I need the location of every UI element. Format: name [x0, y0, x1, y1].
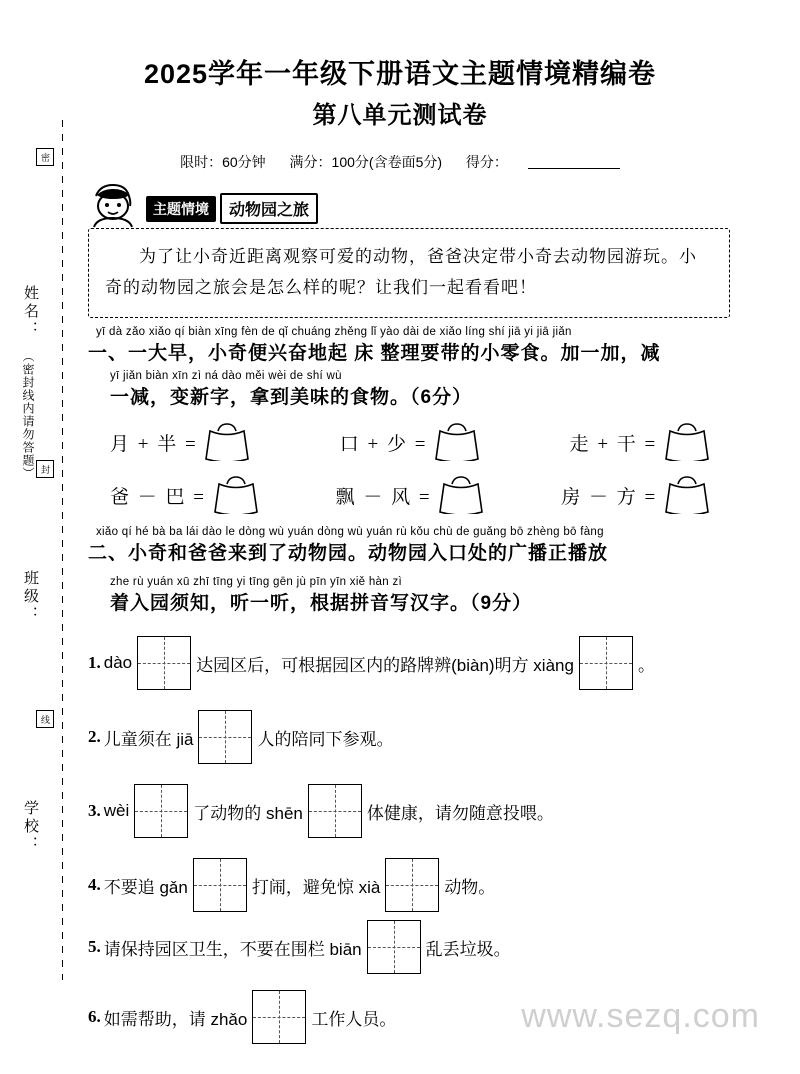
equation-item[interactable]: 爸 － 巴 = [110, 478, 259, 512]
score-label: 得分： [465, 154, 508, 170]
page-title: 2025学年一年级下册语文主题情境精编卷 [143, 59, 657, 89]
item-number: 6. [88, 1007, 101, 1026]
q1-pinyin-line1: yī dà zǎo xiǎo qí biàn xīng fèn de qǐ chuáng zhěng lǐ yào dài de xiǎo líng shí jiā yi jiā jiǎn [96, 326, 572, 338]
equation-item[interactable]: 飘 － 风 = [336, 478, 485, 512]
item-text: 请保持园区卫生，不要在围栏 biān [103, 939, 362, 959]
item-text: 如需帮助，请 zhǎo [103, 1009, 248, 1029]
jar-answer-box[interactable] [204, 425, 250, 459]
item-number: 4. [88, 875, 101, 894]
tianzige-grid[interactable] [385, 858, 439, 912]
margin-school-label: 学校： [22, 800, 39, 854]
jar-answer-box[interactable] [434, 425, 480, 459]
student-avatar-icon [88, 182, 138, 228]
tianzige-grid[interactable] [579, 636, 633, 690]
q2-pinyin-line1: xiǎo qí hé bà ba lái dào le dòng wù yuán dòng wù yuán rù kǒu chù de guǎng bō zhèng bō fàng [96, 526, 604, 538]
item-text-end: 。 [637, 655, 655, 675]
margin-name-label: 姓名： [22, 285, 39, 339]
situation-header [88, 182, 318, 228]
margin-strip [18, 120, 62, 980]
list-item [88, 990, 396, 1044]
score-blank[interactable] [528, 154, 620, 169]
watermark: www.sezq.com [521, 997, 760, 1035]
item-pinyin: dào [103, 653, 133, 672]
item-text: 达园区后，可根据园区内的路牌辨(biàn)明方 xiàng [196, 655, 574, 675]
tianzige-grid[interactable] [198, 710, 252, 764]
q1-hanzi-line1: 一、一大早，小奇便兴奋地起 床 整理要带的小零食。加一加，减 [88, 343, 661, 364]
list-item [88, 636, 655, 690]
tianzige-grid[interactable] [134, 784, 188, 838]
list-item [88, 710, 393, 764]
tianzige-grid[interactable] [252, 990, 306, 1044]
full-score: 满分：100分(含卷面5分) [289, 154, 443, 170]
q1-equation-row-1 [110, 425, 710, 459]
seal-mark-1: 密 [36, 148, 54, 166]
item-text-end: 工作人员。 [311, 1009, 397, 1029]
tianzige-grid[interactable] [193, 858, 247, 912]
item-number: 1. [88, 653, 101, 672]
tianzige-grid[interactable] [308, 784, 362, 838]
jar-answer-box[interactable] [664, 478, 710, 512]
item-text-end: 人的陪同下参观。 [257, 729, 394, 749]
situation-box [88, 228, 730, 318]
page-subtitle: 第八单元测试卷 [312, 102, 488, 129]
item-text-end: 乱丢垃圾。 [425, 939, 511, 959]
jar-answer-box[interactable] [438, 478, 484, 512]
list-item [88, 858, 495, 912]
exam-meta [0, 152, 800, 172]
item-text: 儿童须在 jiā [103, 729, 194, 749]
tianzige-grid[interactable] [367, 920, 421, 974]
margin-class-label: 班级： [22, 570, 39, 624]
item-text-end: 动物。 [444, 877, 496, 897]
situation-tag-label: 主题情境 [146, 196, 216, 222]
q1-hanzi-line2: 一减，变新字，拿到美味的食物。（6分） [110, 387, 473, 408]
equation-item[interactable]: 走 + 干 = [570, 425, 710, 459]
equation-item[interactable]: 月 + 半 = [110, 425, 250, 459]
list-item [88, 784, 554, 838]
tianzige-grid[interactable] [137, 636, 191, 690]
situation-tag-value: 动物园之旅 [220, 193, 318, 224]
item-number: 2. [88, 727, 101, 746]
item-text: 不要追 gǎn [103, 877, 188, 897]
q2-pinyin-line2: zhe rù yuán xū zhī tīng yi tīng gēn jù pīn yīn xiě hàn zì [110, 576, 402, 588]
jar-answer-box[interactable] [213, 478, 259, 512]
q1-pinyin-line2: yī jiǎn biàn xīn zì ná dào měi wèi de shí wù [110, 370, 342, 382]
item-text-end: 体健康，请勿随意投喂。 [366, 803, 554, 823]
item-pinyin: wèi [103, 801, 130, 820]
situation-text: 为了让小奇近距离观察可爱的动物，爸爸决定带小奇去动物园游玩。小奇的动物园之旅会是怎么样的呢？让我们一起看看吧！ [105, 247, 697, 297]
seal-mark-2: 封 [36, 460, 54, 478]
q1-equation-row-2 [110, 478, 710, 512]
item-number: 3. [88, 801, 101, 820]
item-text: 打闹，避免惊 xià [251, 877, 381, 897]
equation-item[interactable]: 口 + 少 = [340, 425, 480, 459]
list-item [88, 920, 511, 974]
margin-seal-note: （密封线内请勿答题） [21, 350, 35, 480]
item-text: 了动物的 shēn [193, 803, 303, 823]
item-number: 5. [88, 937, 101, 956]
jar-answer-box[interactable] [664, 425, 710, 459]
seal-dashed-line [62, 120, 63, 980]
seal-mark-3: 线 [36, 710, 54, 728]
time-limit: 限时：60分钟 [180, 154, 266, 170]
q2-hanzi-line1: 二、小奇和爸爸来到了动物园。动物园入口处的广播正播放 [88, 543, 609, 564]
q2-hanzi-line2: 着入园须知，听一听，根据拼音写汉字。（9分） [110, 593, 533, 614]
equation-item[interactable]: 房 － 方 = [561, 478, 710, 512]
